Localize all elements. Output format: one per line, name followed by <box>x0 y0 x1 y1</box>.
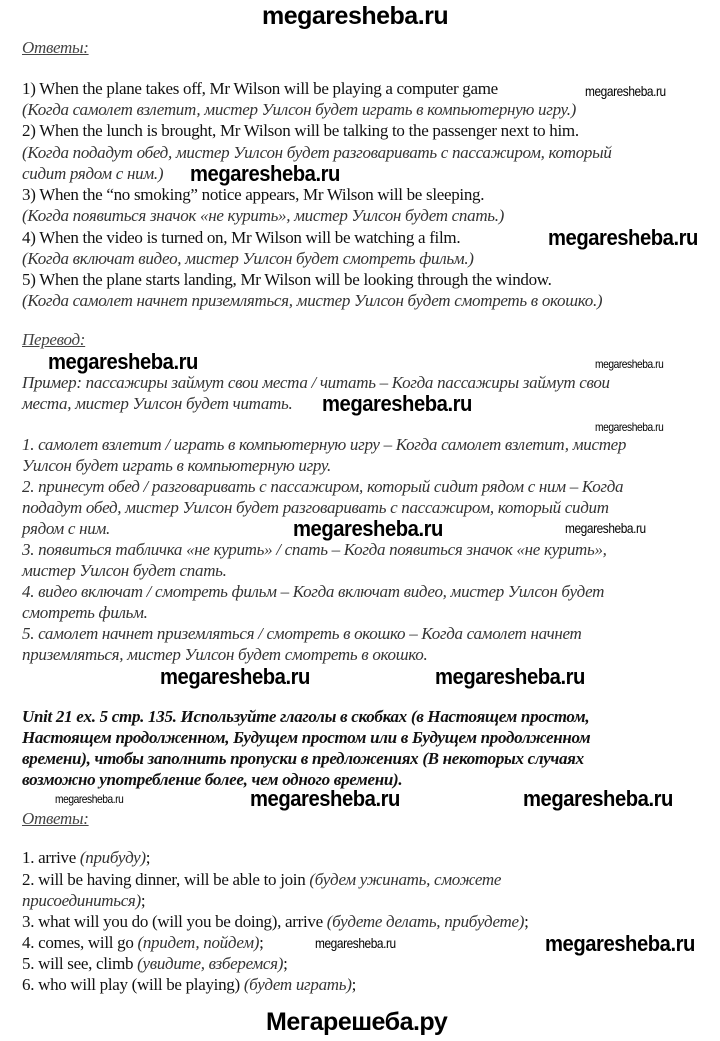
answer-en: 6. who will play (will be playing) <box>22 975 244 994</box>
task-title-line: времени), чтобы заполнить пропуски в предложениях (В некоторых случаях <box>22 749 584 768</box>
answer-end: ; <box>140 891 146 910</box>
answer-ru: (прибуду) <box>79 848 146 867</box>
answer-end: ; <box>145 848 151 867</box>
watermark: megaresheba.ru <box>160 664 310 689</box>
answer-en: 2. will be having dinner, will be able to join <box>22 870 310 889</box>
watermark: megaresheba.ru <box>55 792 124 806</box>
answer-2-ru-cont: сидит рядом с ним.) <box>22 164 164 183</box>
answer-item <box>22 954 288 974</box>
translation-line: приземляться, мистер Уилсон будет смотреть в окошко. <box>22 645 428 664</box>
watermark: megaresheba.ru <box>595 420 664 434</box>
answer-ru: (будете делать, прибудете) <box>326 912 525 931</box>
answer-end: ; <box>524 912 529 931</box>
answer-ru: (придет, пойдем) <box>137 933 260 952</box>
watermark: megaresheba.ru <box>523 786 673 811</box>
translation-line: подадут обед, мистер Уилсон будет разговаривать с пассажиром, который сидит <box>22 498 609 517</box>
answer-end: ; <box>351 975 356 994</box>
answer-ru: (будет играть) <box>243 975 352 994</box>
watermark: megaresheba.ru <box>48 349 198 374</box>
translation-line: рядом с ним. <box>22 519 110 538</box>
answer-item <box>22 933 264 953</box>
translation-line: Уилсон будет играть в компьютерную игру. <box>22 456 332 475</box>
answer-item <box>22 975 356 995</box>
answer-end: ; <box>283 954 288 973</box>
task-title: Unit 21 ex. 5 стр. 135. Используйте глаголы в скобках (в Настоящем простом, <box>22 707 590 726</box>
answer-1-en: 1) When the plane takes off, Mr Wilson will be playing a computer game <box>22 79 498 98</box>
answer-en: 5. will see, climb <box>22 954 138 973</box>
answer-end: ; <box>259 933 264 952</box>
site-header[interactable]: megaresheba.ru <box>262 2 449 30</box>
watermark: megaresheba.ru <box>293 516 443 541</box>
answer-en: 3. what will you do (will you be doing), arrive <box>22 912 327 931</box>
site-footer[interactable]: Мегарешеба.ру <box>266 1008 448 1036</box>
answers-heading: Ответы: <box>22 38 89 57</box>
translation-line: мистер Уилсон будет спать. <box>22 561 227 580</box>
answer-5-en: 5) When the plane starts landing, Mr Wilson will be looking through the window. <box>22 270 552 289</box>
answer-item <box>22 848 150 868</box>
watermark: megaresheba.ru <box>315 935 396 951</box>
translation-line: 2. принесут обед / разговаривать с пассажиром, который сидит рядом с ним – Когда <box>22 477 624 496</box>
watermark: megaresheba.ru <box>545 931 695 956</box>
answer-ru: присоединиться) <box>22 891 141 910</box>
translation-line: 1. самолет взлетит / играть в компьютерную игру – Когда самолет взлетит, мистер <box>22 435 627 454</box>
task-title-line: возможно употребление более, чем одного времени). <box>22 770 403 789</box>
watermark: megaresheba.ru <box>322 391 472 416</box>
answer-ru: (увидите, взберемся) <box>137 954 284 973</box>
answer-item-cont <box>22 891 145 911</box>
answer-en: 4. comes, will go <box>22 933 138 952</box>
answers-heading-2: Ответы: <box>22 809 89 828</box>
watermark: megaresheba.ru <box>548 225 698 250</box>
translation-line: 3. появиться табличка «не курить» / спать – Когда появиться значок «не курить», <box>22 540 607 559</box>
watermark: megaresheba.ru <box>585 83 666 99</box>
translation-line: Пример: пассажиры займут свои места / читать – Когда пассажиры займут свои <box>22 373 610 392</box>
answer-3-ru: (Когда появиться значок «не курить», мистер Уилсон будет спать.) <box>22 206 505 225</box>
answer-item <box>22 870 501 890</box>
watermark: megaresheba.ru <box>595 357 664 371</box>
translation-line: 5. самолет начнет приземляться / смотреть в окошко – Когда самолет начнет <box>22 624 582 643</box>
answer-5-ru: (Когда самолет начнет приземляться, мистер Уилсон будет смотреть в окошко.) <box>22 291 603 310</box>
answer-2-ru: (Когда подадут обед, мистер Уилсон будет разговаривать с пассажиром, который <box>22 143 612 162</box>
watermark: megaresheba.ru <box>250 786 400 811</box>
answer-1-ru: (Когда самолет взлетит, мистер Уилсон будет играть в компьютерную игру.) <box>22 100 577 119</box>
answer-item <box>22 912 529 932</box>
watermark: megaresheba.ru <box>190 161 340 186</box>
task-title-line: Настоящем продолженном, Будущем простом или в Будущем продолженном <box>22 728 591 747</box>
answer-ru: (будем ужинать, сможете <box>309 870 502 889</box>
translation-heading: Перевод: <box>22 330 86 349</box>
translation-line: 4. видео включат / смотреть фильм – Когда включат видео, мистер Уилсон будет <box>22 582 605 601</box>
answer-2-en: 2) When the lunch is brought, Mr Wilson will be talking to the passenger next to him. <box>22 121 579 140</box>
answer-4-en: 4) When the video is turned on, Mr Wilson will be watching a film. <box>22 228 461 247</box>
answer-3-en: 3) When the “no smoking” notice appears, Mr Wilson will be sleeping. <box>22 185 485 204</box>
answer-en: 1. arrive <box>22 848 80 867</box>
translation-line: места, мистер Уилсон будет читать. <box>22 394 293 413</box>
watermark: megaresheba.ru <box>565 520 646 536</box>
translation-line: смотреть фильм. <box>22 603 148 622</box>
answer-4-ru: (Когда включат видео, мистер Уилсон будет смотреть фильм.) <box>22 249 474 268</box>
watermark: megaresheba.ru <box>435 664 585 689</box>
